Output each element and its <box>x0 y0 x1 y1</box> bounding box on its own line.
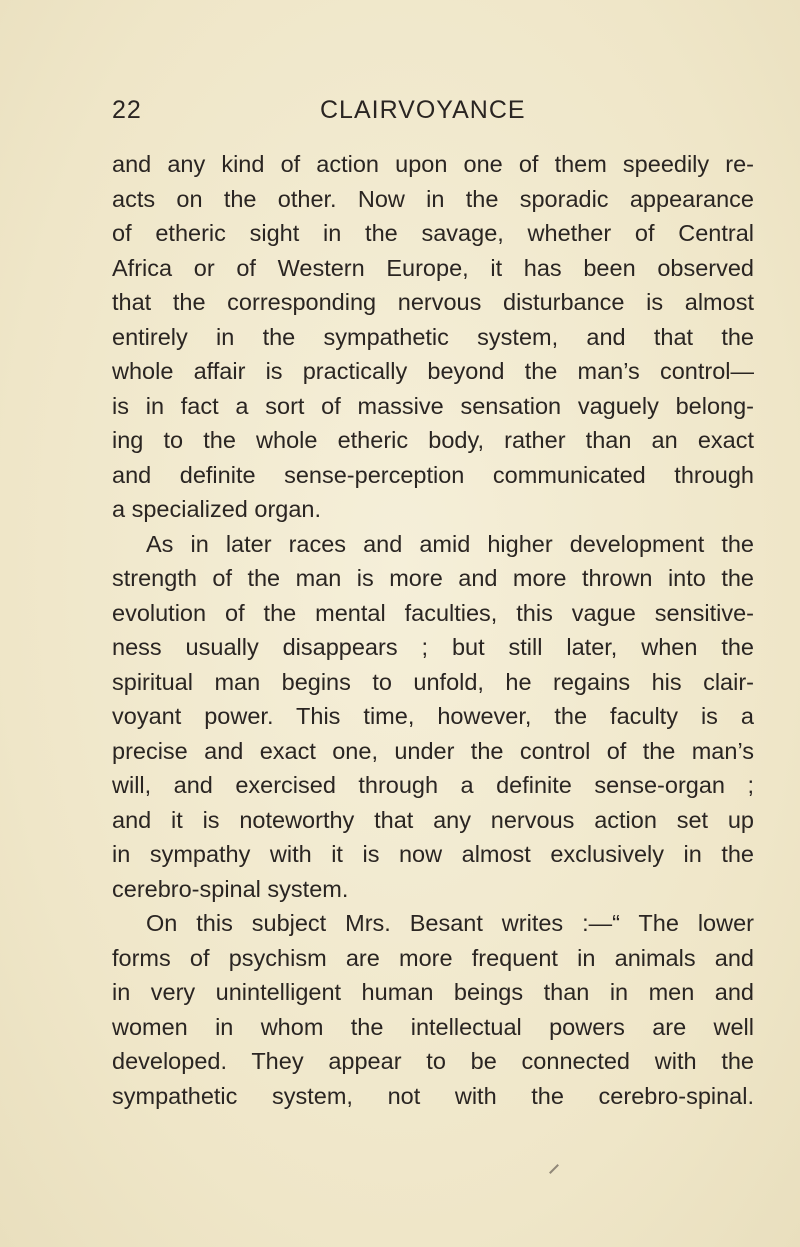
text-line: that the corresponding nervous disturbance is almost <box>112 289 754 315</box>
body-text <box>112 147 754 1113</box>
text-line: evolution of the mental faculties, this vague sensitive- <box>112 599 754 626</box>
text-line: strength of the man is more and more thrown into the <box>112 565 754 591</box>
page-number: 22 <box>112 96 142 124</box>
running-head: CLAIRVOYANCE <box>320 96 526 124</box>
text-line: cerebro-spinal system. <box>112 875 349 902</box>
text-line: Africa or of Western Europe, it has been observed <box>112 254 754 281</box>
text-line: precise and exact one, under the control of the man’s <box>112 737 754 764</box>
text-line: of etheric sight in the savage, whether of Central <box>112 220 754 246</box>
text-line: On this subject Mrs. Besant writes :—“ The lower <box>146 910 754 936</box>
text-line: will, and exercised through a definite sense-organ ; <box>112 772 754 798</box>
text-line: a specialized organ. <box>112 496 322 522</box>
printer-mark <box>549 1164 559 1174</box>
text-line: and any kind of action upon one of them speedily re- <box>112 151 754 177</box>
text-line: in very unintelligent human beings than in men and <box>112 979 754 1005</box>
text-line: in sympathy with it is now almost exclusively in the <box>112 841 754 867</box>
text-line: entirely in the sympathetic system, and that the <box>112 323 754 350</box>
text-line: is in fact a sort of massive sensation vaguely belong- <box>112 392 754 419</box>
text-line: ing to the whole etheric body, rather than an exact <box>112 427 754 453</box>
text-line: forms of psychism are more frequent in animals and <box>112 944 754 971</box>
text-line: ness usually disappears ; but still later, when the <box>112 634 754 660</box>
page-header <box>112 96 526 136</box>
text-line: spiritual man begins to unfold, he regains his clair- <box>112 668 754 695</box>
text-line: and it is noteworthy that any nervous action set up <box>112 806 754 833</box>
text-line: developed. They appear to be connected with the <box>112 1048 754 1074</box>
text-line: voyant power. This time, however, the faculty is a <box>112 703 754 729</box>
text-line: acts on the other. Now in the sporadic appearance <box>112 185 754 212</box>
text-line: women in whom the intellectual powers are well <box>112 1013 754 1040</box>
text-line: sympathetic system, not with the cerebro-spinal. <box>112 1082 754 1109</box>
text-line: As in later races and amid higher development the <box>146 530 754 557</box>
text-line: whole affair is practically beyond the man’s control— <box>112 358 754 384</box>
text-line: and definite sense-perception communicated through <box>112 461 754 488</box>
